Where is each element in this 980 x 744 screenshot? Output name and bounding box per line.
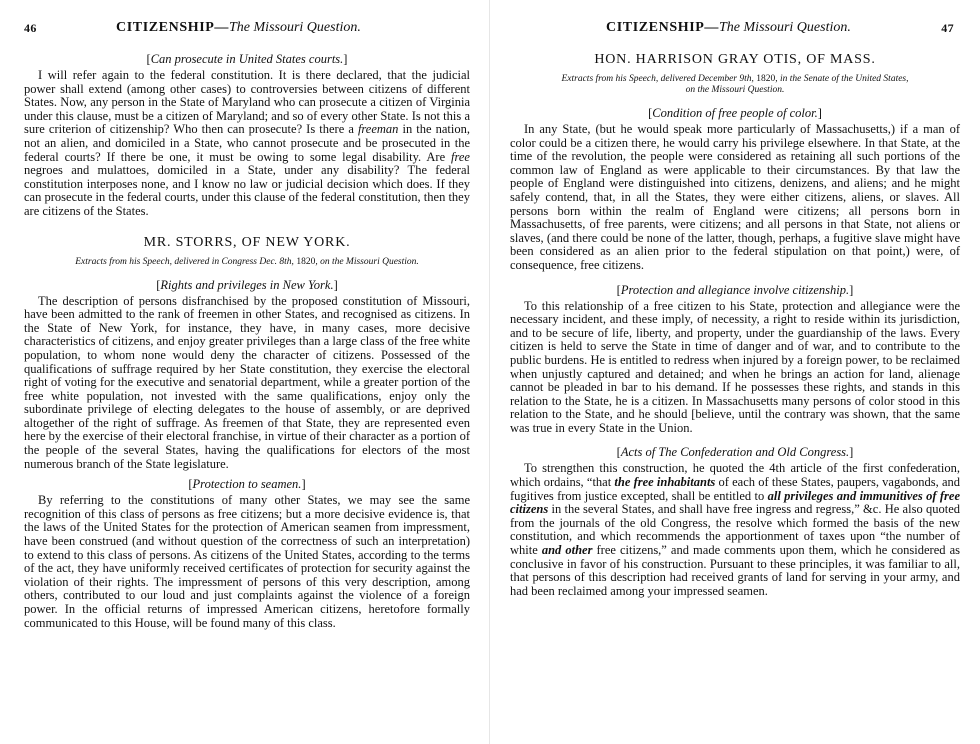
running-title-left	[116, 20, 361, 36]
paragraph-allegiance: To this relationship of a free citizen to his State, protection and allegiance were the necessary incident, and these imply, of necessity, a right to reside within its jurisdiction, and to be secure of life, liberty, and property, under the guardianship of the laws. Every citizen is held to serve the State in time of danger and of war, and to contribute to the public burdens. He is entitled to redress when injured by a foreign power, to be reclaimed when unjustly captured and detained; and when he brings an action for land, alienage cannot be pleaded in bar to his demand. If he possesses these rights, and stands in this relation to the State, he is a citizen. In Massachusetts many persons of color stood in this relation to the State, and he should [believe, until the contrary was shown, that the same was true in every State in the Union.	[510, 298, 960, 435]
running-title-main: CITIZENSHIP—	[116, 20, 230, 35]
running-head-right	[510, 20, 960, 38]
running-title-main-right: CITIZENSHIP—	[606, 20, 720, 35]
running-title-right	[606, 20, 851, 36]
page-number-left: 46	[24, 21, 37, 35]
sidehead-prosecute: [Can prosecute in United States courts.]	[146, 52, 348, 66]
paragraph-seamen: By referring to the constitutions of many other States, we may see the same recognition of this class of persons as free citizens; but a more decisive evidence is, that the laws of the United States for the protection of American seamen from impressment, have been construed (and without question of the correctness of such an interpretation) to extend to this class of persons. As citizens of the United States, according to the terms of the act, they have uniformly received certificates of protection for security against the violation of their rights. The impressment of persons of this very description, among others, contributed to our loud and just complaints against the violence of a foreign power. In the official returns of impressed American citizens, heretofore formally communicated to this House, will be found many of this class.	[24, 493, 470, 630]
paragraph-prosecute: I will refer again to the federal constitution. It is there declared, that the judicial power shall extend (among other cases) to controversies between citizens of different States. Now, any person in the State of Maryland who can prosecute a citizen of Virginia under this clause, must be a citizen of Maryland; and so of every other State. Is not this a sure criterion of citizenship? Who then can prosecute? Is there a freeman in the nation, not an alien, and domiciled in a State, who cannot prosecute and be prosecuted in the federal courts? If there be one, it must be owing to some legal disability. Are free negroes and mulattoes, domiciled in a State, under any disability? The federal constitution interposes none, and I know no law or judicial decision which does. If they can prosecute in the federal courts, under this clause of the federal constitution, then they are citizens of the States.	[24, 68, 470, 218]
speaker-heading-otis: HON. HARRISON GRAY OTIS, OF MASS.	[594, 52, 876, 67]
paragraph-condition: In any State, (but he would speak more particularly of Massachusetts,) if a man of color could be a citizen there, he would carry his privilege elsewhere. In that State, at the time of the revolution, the people were considered as retaining all such portions of the common law of England as were applicable to their circumstances. By that law the people of England were distinguished into citizens, denizens, and aliens; and he might safely contend, that, in all the States, they were either citizens, aliens, or slaves. All persons born within the realm of England were citizens; all persons born in Massachusetts, of free parents, were citizens; and all persons in that State, not aliens or slaves, (and there could be none of the latter, though, perhaps, a fugitive slave might have been considered as an alien prior to the federal stipulation on that point,) were, of consequence, free citizens.	[510, 122, 960, 272]
right-page	[490, 0, 980, 744]
sidehead-allegiance: [Protection and allegiance involve citizenship.]	[616, 282, 854, 297]
extract-note-otis: Extracts from his Speech, delivered December 9th, 1820, in the Senate of the United States, on the Missouri Question.	[561, 74, 909, 95]
sidehead-condition: [Condition of free people of color.]	[648, 106, 822, 120]
running-head-left	[24, 20, 470, 38]
paragraph-rights: The description of persons disfranchised by the proposed constitution of Missouri, have been admitted to the rank of freemen in other States, and recognised as citizens. In the State of New York, for instance, they have, in many cases, more decisive characteristics of citizens, and enjoy greater privileges than a large class of the free white population, to whom none would deny the character of citizens. Possessed of the qualifications of suffrage required by her State constitution, they exercise the electoral right of voting for the executive and senatorial department, while a greater portion of the free white population, not invested with the same qualifications, enjoy only the subordinate privilege of electing delegates to the house of assembly, or are deprived altogether of the right of suffrage. As freemen of that State, they are represented even here by the exercise of their electoral franchise, in virtue of their character as a portion of the people of the several States, having the qualifications for electors of the most numerous branch of the State legislature.	[24, 293, 470, 471]
sidehead-acts: [Acts of The Confederation and Old Congress.]	[616, 445, 854, 460]
paragraph-acts: To strengthen this construction, he quoted the 4th article of the first confederation, which ordains, “that the free inhabitants of each of these States, paupers, vagabonds, and fugitives from justice excepted, shall be entitled to all privileges and immunitives of free citizens in the several States, and shall have free ingress and regress,” &c. He also quoted from the journals of the old Congress, the resolve which formed the basis of the new constitution, and which recommends the apportionment of taxes upon “the number of white and other free citizens,” and made comments upon them, which he considered as conclusive in favor of his construction. Pursuant to these principles, it was familiar to all, that persons of this description had received grants of land for serving in your army, and had been reclaimed among your impressed seamen.	[510, 461, 960, 598]
page-number-right: 47	[941, 21, 954, 35]
sidehead-rights: [Rights and privileges in New York.]	[156, 277, 338, 292]
extract-note-storrs: Extracts from his Speech, delivered in Congress Dec. 8th, 1820, on the Missouri Question.	[75, 256, 419, 267]
speaker-heading-storrs: MR. STORRS, OF NEW YORK.	[143, 234, 351, 250]
running-title-subtitle-right: The Missouri Question.	[719, 20, 851, 35]
sidehead-seamen: [Protection to seamen.]	[188, 477, 306, 492]
running-title-subtitle: The Missouri Question.	[229, 20, 361, 35]
